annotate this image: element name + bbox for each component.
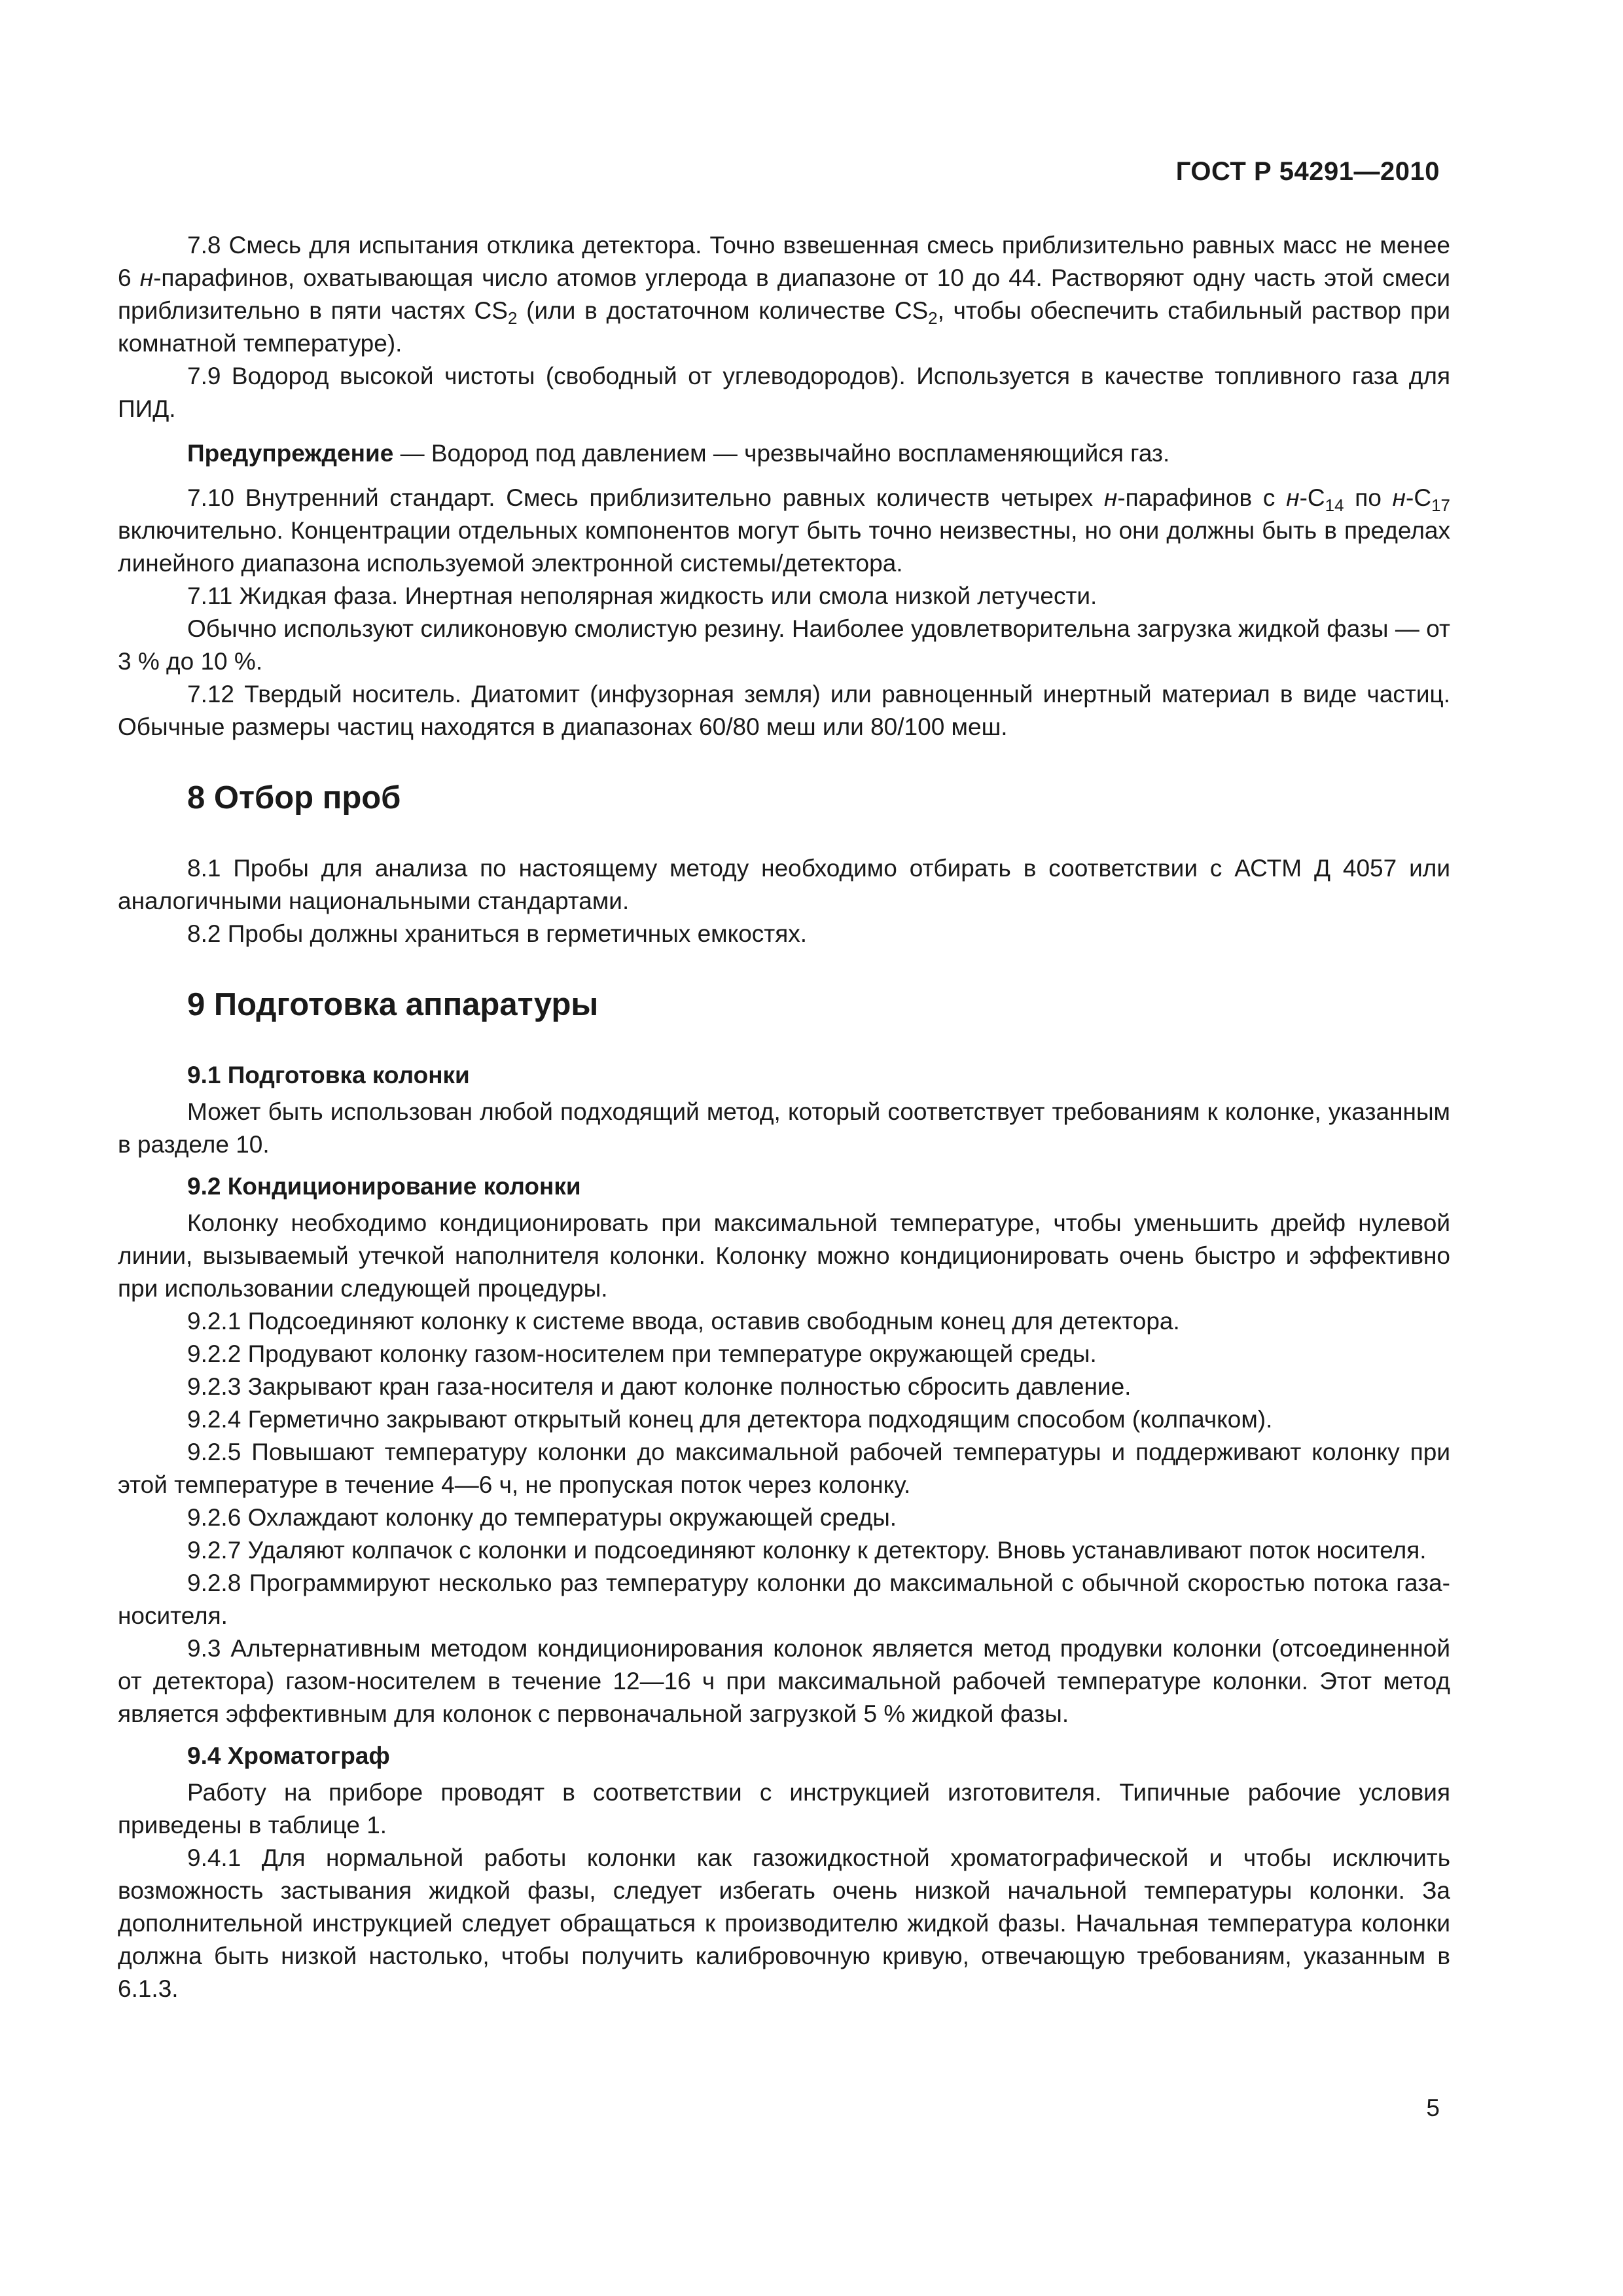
subsection-heading-9-4: 9.4 Хроматограф <box>187 1742 390 1769</box>
document-header: ГОСТ Р 54291—2010 <box>1175 157 1440 186</box>
subsection-heading-9-2: 9.2 Кондиционирование колонки <box>187 1173 581 1200</box>
section-heading-8: 8 Отбор проб <box>187 780 401 816</box>
paragraph-9-2-7: 9.2.7 Удаляют колпачок с колонки и подсоединяют колонку к детектору. Вновь устанавливают поток носителя. <box>187 1537 1427 1564</box>
paragraph-9-2-2: 9.2.2 Продувают колонку газом-носителем при температуре окружающей среды. <box>187 1340 1097 1367</box>
paragraph-7-9: 7.9 Водород высокой чистоты (свободный от углеводородов). Используется в качестве топливного газа для ПИД. <box>118 363 1450 422</box>
paragraph-7-11: 7.11 Жидкая фаза. Инертная неполярная жидкость или смола низкой летучести. <box>187 583 1097 609</box>
section-heading-9: 9 Подготовка аппаратуры <box>187 987 599 1022</box>
warning-note: Предупреждение — Водород под давлением — чрезвычайно воспламеняющийся газ. <box>187 440 1170 467</box>
paragraph-9-3: 9.3 Альтернативным методом кондиционирования колонок является метод продувки колонки (отсоединенной от детектора) газом-носителем в течение 12—16 ч при максимальной рабочей температуре колонки. Этот метод является эффективным для колонок с первоначальной загрузкой 5 % жидкой фазы. <box>118 1635 1450 1727</box>
paragraph-7-8: 7.8 Смесь для испытания отклика детектора. Точно взвешенная смесь приблизительно равных масс не менее 6 н-парафинов, охватывающая число атомов углерода в диапазоне от 10 до 44. Растворяют одну часть этой смеси приблизительно в пяти частях $CS_2$ (или в достаточном количестве $CS_2$, чтобы обеспечить стабильный раствор при комнатной температуре). <box>118 232 1451 357</box>
paragraph-9-2-6: 9.2.6 Охлаждают колонку до температуры окружающей среды. <box>187 1504 897 1531</box>
paragraph-7-11-note: Обычно используют силиконовую смолистую резину. Наиболее удовлетворительна загрузка жидкой фазы — от 3 % до 10 %. <box>118 615 1450 675</box>
warning-label: Предупреждение <box>187 440 394 467</box>
paragraph-9-2-8: 9.2.8 Программируют несколько раз температуру колонки до максимальной с обычной скоростью потока газа-носителя. <box>118 1570 1450 1629</box>
paragraph-7-10: 7.10 Внутренний стандарт. Смесь приблизительно равных количеств четырех н-парафинов с $н-C_{14}$ по $н-C_{17}$ включительно. Концентрации отдельных компонентов могут быть точно неизвестны, но они должны быть в пределах линейного диапазона используемой электронной системы/детектора. <box>118 484 1450 577</box>
paragraph-9-2-3: 9.2.3 Закрывают кран газа-носителя и дают колонке полностью сбросить давление. <box>187 1373 1132 1400</box>
paragraph-9-4-1: 9.4.1 Для нормальной работы колонки как газожидкостной хроматографической и чтобы исключить возможность застывания жидкой фазы, следует избегать очень низкой начальной температуры колонки. За дополнительной инструкцией следует обращаться к производителю жидкой фазы. Начальная температура колонки должна быть низкой настолько, чтобы получить калибровочную кривую, отвечающую требованиям, указанным в 6.1.3. <box>118 1844 1450 2002</box>
paragraph-9-2-4: 9.2.4 Герметично закрывают открытый конец для детектора подходящим способом (колпачком). <box>187 1406 1273 1433</box>
paragraph-8-2: 8.2 Пробы должны храниться в герметичных емкостях. <box>187 920 808 947</box>
paragraph-7-12: 7.12 Твердый носитель. Диатомит (инфузорная земля) или равноценный инертный материал в виде частиц. Обычные размеры частиц находятся в диапазонах 60/80 меш или 80/100 меш. <box>118 681 1450 740</box>
paragraph-9-2: Колонку необходимо кондиционировать при максимальной температуре, чтобы уменьшить дрейф нулевой линии, вызываемый утечкой наполнителя колонки. Колонку можно кондиционировать очень быстро и эффективно при использовании следующей процедуры. <box>118 1210 1450 1302</box>
document-body <box>118 229 1450 2005</box>
paragraph-9-2-5: 9.2.5 Повышают температуру колонки до максимальной рабочей температуры и поддерживают колонку при этой температуре в течение 4—6 ч, не пропуская поток через колонку. <box>118 1439 1450 1498</box>
paragraph-9-2-1: 9.2.1 Подсоединяют колонку к системе ввода, оставив свободным конец для детектора. <box>187 1308 1180 1335</box>
paragraph-9-4: Работу на приборе проводят в соответствии с инструкцией изготовителя. Типичные рабочие условия приведены в таблице 1. <box>118 1779 1450 1839</box>
page-number: 5 <box>1426 2094 1440 2121</box>
subsection-heading-9-1: 9.1 Подготовка колонки <box>187 1062 470 1088</box>
paragraph-9-1: Может быть использован любой подходящий метод, который соответствует требованиям к колонке, указанным в разделе 10. <box>118 1098 1450 1158</box>
paragraph-8-1: 8.1 Пробы для анализа по настоящему методу необходимо отбирать в соответствии с АСТМ Д 4057 или аналогичными национальными стандартами. <box>118 855 1450 914</box>
